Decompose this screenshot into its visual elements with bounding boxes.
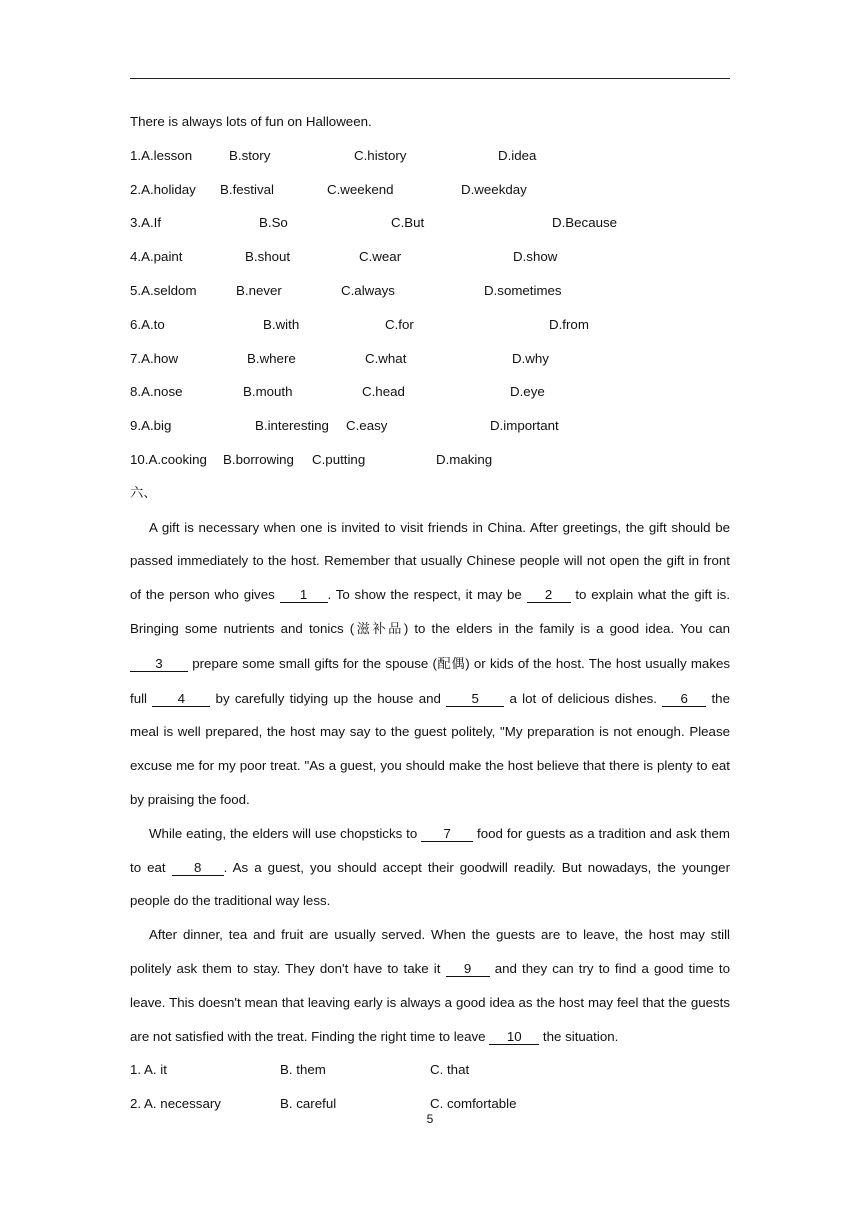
option-a: 4.A.paint xyxy=(130,249,183,265)
passage-text: the meal is well prepared, the host may say to the guest politely, "My preparation is not enough. Please excuse me for my poor treat. "As a guest, you should make the host believe that there is plenty to eat by praising the food. xyxy=(130,690,730,807)
blank-9: 9 xyxy=(446,962,490,977)
option-row xyxy=(130,240,730,274)
blank-2: 2 xyxy=(527,588,571,603)
option-c: C. comfortable xyxy=(430,1096,517,1112)
option-row xyxy=(130,342,730,376)
page-number: 5 xyxy=(426,1112,434,1126)
option-c: C. that xyxy=(430,1062,470,1078)
option-d: D.show xyxy=(513,249,558,265)
page-content xyxy=(130,105,730,1121)
passage-text: and they can try to find a good time to leave. This doesn't mean that leaving early is always a good idea as the host may feel that the guests are not satisfied with the treat. Finding the right time to leave xyxy=(130,960,730,1044)
option-d: D.Because xyxy=(552,215,618,231)
passage-text: . To show the respect, it may be xyxy=(327,587,527,603)
option-row xyxy=(130,1053,730,1087)
option-b: B. them xyxy=(280,1062,326,1078)
option-b: B.mouth xyxy=(243,384,293,400)
option-b: B.story xyxy=(229,147,271,163)
passage-text: While eating, the elders will use chopsticks to xyxy=(149,825,422,841)
option-b: B.never xyxy=(236,282,282,298)
passage-text: After dinner, tea and fruit are usually served. When the guests are to leave, the host may still politely ask them to stay. They don't have to take it xyxy=(130,927,730,976)
option-c: C.for xyxy=(385,316,414,332)
option-c: C.But xyxy=(391,215,425,231)
option-row xyxy=(130,308,730,342)
option-d: D.why xyxy=(512,350,549,366)
option-a: 8.A.nose xyxy=(130,384,183,400)
chinese-gloss: 滋补品 xyxy=(354,621,404,637)
passage-paragraph-3 xyxy=(130,918,730,1053)
option-a: 2.A.holiday xyxy=(130,181,196,197)
option-d: D.eye xyxy=(510,384,545,400)
passage-paragraph-2 xyxy=(130,817,730,918)
option-a: 10.A.cooking xyxy=(130,451,207,467)
option-b: B.So xyxy=(259,215,288,231)
passage-text: A gift is necessary when one is invited to visit friends in China. After greetings, the gift should be passed immediately to the host. Remember that usually Chinese people will not open the gift in front of the person who gives xyxy=(130,519,730,603)
option-a: 3.A.If xyxy=(130,215,162,231)
option-c: C.history xyxy=(354,147,407,163)
passage-paragraph-1 xyxy=(130,511,730,817)
option-row xyxy=(130,409,730,443)
option-c: C.easy xyxy=(346,418,388,434)
option-b: B. careful xyxy=(280,1096,337,1112)
option-a: 5.A.seldom xyxy=(130,282,197,298)
option-a: 7.A.how xyxy=(130,350,179,366)
passage-text: ) or kids of the host. The host usually makes full xyxy=(130,655,731,706)
option-d: D.weekday xyxy=(461,181,527,197)
part5-options xyxy=(130,139,730,477)
intro-sentence: There is always lots of fun on Halloween. xyxy=(130,114,372,129)
option-a: 6.A.to xyxy=(130,316,165,332)
passage-text: the situation. xyxy=(539,1028,619,1044)
blank-6: 6 xyxy=(662,692,706,707)
blank-3: 3 xyxy=(130,657,188,672)
option-c: C.weekend xyxy=(327,181,394,197)
passage-text: ) to the elders in the family is a good idea. You can xyxy=(403,620,731,636)
blank-10: 10 xyxy=(489,1030,539,1045)
option-d: D.idea xyxy=(498,147,537,163)
option-row xyxy=(130,139,730,173)
passage-text: to explain what the gift is. Bringing some nutrients and tonics ( xyxy=(130,587,731,636)
option-b: B.where xyxy=(247,350,296,366)
blank-1: 1 xyxy=(280,588,328,603)
passage-text: prepare some small gifts for the spouse ( xyxy=(188,655,437,671)
option-row xyxy=(130,375,730,409)
option-row xyxy=(130,173,730,207)
passage-text: . As a guest, you should accept their goodwill readily. But nowadays, the younger people do the traditional way less. xyxy=(130,859,730,909)
section-six-heading: 六、 xyxy=(130,485,157,501)
option-row xyxy=(130,443,730,477)
option-row xyxy=(130,274,730,308)
passage-text: by carefully tidying up the house and xyxy=(210,690,447,706)
passage-text: food for guests as a tradition and ask them to eat xyxy=(130,825,730,875)
option-b: B.interesting xyxy=(255,418,329,434)
option-c: C.what xyxy=(365,350,407,366)
option-b: B.festival xyxy=(220,181,274,197)
blank-8: 8 xyxy=(172,861,224,876)
option-d: D.important xyxy=(490,418,559,434)
blank-4: 4 xyxy=(152,692,210,707)
option-a: 1. A. it xyxy=(130,1062,167,1078)
option-b: B.with xyxy=(263,316,300,332)
option-c: C.always xyxy=(341,282,395,298)
option-c: C.head xyxy=(362,384,405,400)
option-c: C.wear xyxy=(359,249,402,265)
blank-7: 7 xyxy=(421,827,473,842)
option-a: 9.A.big xyxy=(130,418,172,434)
option-d: D.from xyxy=(549,316,589,332)
option-d: D.sometimes xyxy=(484,282,562,298)
option-b: B.shout xyxy=(245,249,291,265)
blank-5: 5 xyxy=(446,692,504,707)
option-a: 1.A.lesson xyxy=(130,147,193,163)
header-rule xyxy=(130,78,730,79)
chinese-gloss: 配偶 xyxy=(436,656,466,672)
passage-text: a lot of delicious dishes. xyxy=(504,690,663,706)
option-d: D.making xyxy=(436,451,493,467)
option-row xyxy=(130,206,730,240)
part6-options xyxy=(130,1053,730,1121)
option-c: C.putting xyxy=(312,451,366,467)
option-a: 2. A. necessary xyxy=(130,1096,221,1112)
option-b: B.borrowing xyxy=(223,451,294,467)
